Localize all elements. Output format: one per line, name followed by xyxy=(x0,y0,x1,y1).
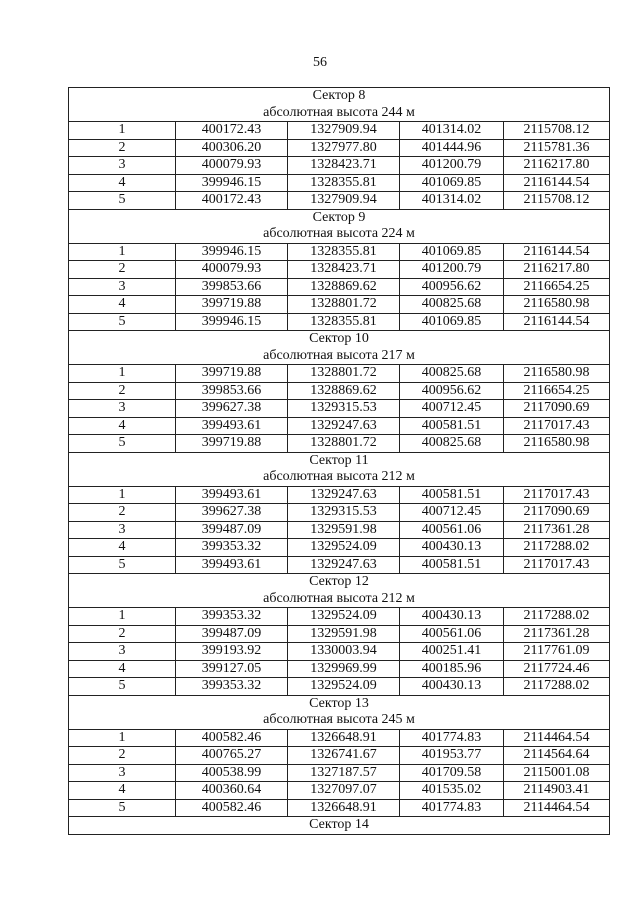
table-cell: 1328801.72 xyxy=(288,296,400,314)
table-row xyxy=(69,486,610,504)
table-cell: 399946.15 xyxy=(176,174,288,192)
table-cell: 401069.85 xyxy=(400,313,504,331)
table-cell: 2117761.09 xyxy=(504,643,610,661)
table-cell: 399487.09 xyxy=(176,625,288,643)
sector-height: абсолютная высота 224 м xyxy=(69,226,610,243)
table-cell: 1327097.07 xyxy=(288,782,400,800)
table-cell: 1328423.71 xyxy=(288,261,400,279)
table-cell: 1329591.98 xyxy=(288,521,400,539)
sector-title-row xyxy=(69,695,610,712)
table-cell: 399353.32 xyxy=(176,678,288,696)
table-cell: 1 xyxy=(69,365,176,383)
sector-title-row xyxy=(69,331,610,348)
table-cell: 400430.13 xyxy=(400,608,504,626)
table-cell: 1328355.81 xyxy=(288,174,400,192)
table-cell: 400360.64 xyxy=(176,782,288,800)
table-cell: 2117017.43 xyxy=(504,556,610,574)
table-cell: 4 xyxy=(69,539,176,557)
table-cell: 2115001.08 xyxy=(504,764,610,782)
table-cell: 2116144.54 xyxy=(504,313,610,331)
sector-title: Сектор 10 xyxy=(69,331,610,348)
table-row xyxy=(69,539,610,557)
table-cell: 2 xyxy=(69,139,176,157)
table-cell: 1 xyxy=(69,608,176,626)
sector-title-row xyxy=(69,574,610,591)
table-cell: 400581.51 xyxy=(400,486,504,504)
table-cell: 2116217.80 xyxy=(504,157,610,175)
sector-title-row xyxy=(69,88,610,105)
table-cell: 2116580.98 xyxy=(504,296,610,314)
table-cell: 2 xyxy=(69,747,176,765)
table-cell: 399719.88 xyxy=(176,296,288,314)
table-cell: 399853.66 xyxy=(176,382,288,400)
table-cell: 401774.83 xyxy=(400,729,504,747)
table-cell: 3 xyxy=(69,278,176,296)
table-cell: 1330003.94 xyxy=(288,643,400,661)
table-cell: 399493.61 xyxy=(176,486,288,504)
table-cell: 2117361.28 xyxy=(504,521,610,539)
table-cell: 400172.43 xyxy=(176,192,288,210)
table-cell: 399946.15 xyxy=(176,313,288,331)
table-cell: 1328869.62 xyxy=(288,278,400,296)
sector-height: абсолютная высота 244 м xyxy=(69,105,610,122)
table-row xyxy=(69,261,610,279)
sector-height-row xyxy=(69,226,610,243)
table-row xyxy=(69,365,610,383)
table-row xyxy=(69,313,610,331)
table-row xyxy=(69,556,610,574)
table-cell: 399193.92 xyxy=(176,643,288,661)
table-cell: 401314.02 xyxy=(400,122,504,140)
sector-title: Сектор 11 xyxy=(69,452,610,469)
table-cell: 400079.93 xyxy=(176,261,288,279)
sector-coordinates-table xyxy=(68,87,610,835)
table-cell: 400561.06 xyxy=(400,625,504,643)
table-cell: 1327187.57 xyxy=(288,764,400,782)
table-cell: 2117361.28 xyxy=(504,625,610,643)
table-cell: 1328801.72 xyxy=(288,435,400,453)
table-cell: 400430.13 xyxy=(400,678,504,696)
table-cell: 2116144.54 xyxy=(504,174,610,192)
table-cell: 1329315.53 xyxy=(288,504,400,522)
table-cell: 4 xyxy=(69,174,176,192)
table-cell: 401709.58 xyxy=(400,764,504,782)
table-cell: 3 xyxy=(69,157,176,175)
table-cell: 400582.46 xyxy=(176,799,288,817)
table-cell: 2116580.98 xyxy=(504,435,610,453)
table-cell: 1329524.09 xyxy=(288,608,400,626)
table-cell: 2117090.69 xyxy=(504,400,610,418)
sector-height-row xyxy=(69,469,610,486)
table-cell: 2117090.69 xyxy=(504,504,610,522)
table-cell: 1328355.81 xyxy=(288,313,400,331)
table-cell: 3 xyxy=(69,764,176,782)
table-cell: 399127.05 xyxy=(176,660,288,678)
table-row xyxy=(69,660,610,678)
table-cell: 399353.32 xyxy=(176,608,288,626)
table-cell: 400251.41 xyxy=(400,643,504,661)
table-cell: 2114464.54 xyxy=(504,729,610,747)
sector-height: абсолютная высота 212 м xyxy=(69,469,610,486)
sector-title: Сектор 9 xyxy=(69,209,610,226)
table-cell: 399627.38 xyxy=(176,400,288,418)
table-row xyxy=(69,504,610,522)
table-row xyxy=(69,521,610,539)
table-cell: 400765.27 xyxy=(176,747,288,765)
sector-title: Сектор 12 xyxy=(69,574,610,591)
table-cell: 5 xyxy=(69,799,176,817)
table-cell: 1327977.80 xyxy=(288,139,400,157)
table-cell: 400582.46 xyxy=(176,729,288,747)
table-cell: 401314.02 xyxy=(400,192,504,210)
table-cell: 1328869.62 xyxy=(288,382,400,400)
table-body xyxy=(69,88,610,835)
table-cell: 400825.68 xyxy=(400,296,504,314)
table-cell: 2116580.98 xyxy=(504,365,610,383)
table-cell: 2115781.36 xyxy=(504,139,610,157)
table-cell: 1 xyxy=(69,486,176,504)
sector-title: Сектор 13 xyxy=(69,695,610,712)
table-cell: 1328423.71 xyxy=(288,157,400,175)
sector-height: абсолютная высота 245 м xyxy=(69,712,610,729)
table-cell: 1329247.63 xyxy=(288,486,400,504)
table-cell: 1 xyxy=(69,122,176,140)
table-cell: 1329524.09 xyxy=(288,678,400,696)
table-cell: 2115708.12 xyxy=(504,122,610,140)
table-cell: 400825.68 xyxy=(400,435,504,453)
table-cell: 399719.88 xyxy=(176,435,288,453)
table-cell: 400956.62 xyxy=(400,382,504,400)
table-cell: 401200.79 xyxy=(400,261,504,279)
table-cell: 2117017.43 xyxy=(504,417,610,435)
table-row xyxy=(69,192,610,210)
sector-title: Сектор 8 xyxy=(69,88,610,105)
sector-height-row xyxy=(69,591,610,608)
table-row xyxy=(69,435,610,453)
table-row xyxy=(69,608,610,626)
table-cell: 2116217.80 xyxy=(504,261,610,279)
sector-height: абсолютная высота 217 м xyxy=(69,348,610,365)
table-row xyxy=(69,157,610,175)
table-row xyxy=(69,174,610,192)
table-row xyxy=(69,782,610,800)
table-cell: 400956.62 xyxy=(400,278,504,296)
table-cell: 1326741.67 xyxy=(288,747,400,765)
table-cell: 1329969.99 xyxy=(288,660,400,678)
table-cell: 2117288.02 xyxy=(504,608,610,626)
table-cell: 400581.51 xyxy=(400,556,504,574)
table-cell: 2114903.41 xyxy=(504,782,610,800)
table-cell: 399487.09 xyxy=(176,521,288,539)
table-cell: 1 xyxy=(69,729,176,747)
table-cell: 1327909.94 xyxy=(288,192,400,210)
table-cell: 2114564.64 xyxy=(504,747,610,765)
table-cell: 5 xyxy=(69,678,176,696)
table-cell: 1329247.63 xyxy=(288,556,400,574)
table-cell: 399493.61 xyxy=(176,556,288,574)
table-cell: 401774.83 xyxy=(400,799,504,817)
table-cell: 2117288.02 xyxy=(504,539,610,557)
table-cell: 2116654.25 xyxy=(504,382,610,400)
table-cell: 400561.06 xyxy=(400,521,504,539)
table-row xyxy=(69,643,610,661)
table-row xyxy=(69,296,610,314)
table-cell: 399493.61 xyxy=(176,417,288,435)
table-cell: 3 xyxy=(69,643,176,661)
table-cell: 2114464.54 xyxy=(504,799,610,817)
table-cell: 400538.99 xyxy=(176,764,288,782)
table-cell: 4 xyxy=(69,296,176,314)
table-cell: 1327909.94 xyxy=(288,122,400,140)
table-cell: 400172.43 xyxy=(176,122,288,140)
table-cell: 401069.85 xyxy=(400,174,504,192)
sector-height-row xyxy=(69,712,610,729)
table-row xyxy=(69,764,610,782)
table-cell: 1328355.81 xyxy=(288,243,400,261)
table-cell: 401535.02 xyxy=(400,782,504,800)
table-cell: 401444.96 xyxy=(400,139,504,157)
table-cell: 399853.66 xyxy=(176,278,288,296)
table-cell: 2117288.02 xyxy=(504,678,610,696)
table-cell: 399719.88 xyxy=(176,365,288,383)
table-cell: 400825.68 xyxy=(400,365,504,383)
table-cell: 1329591.98 xyxy=(288,625,400,643)
table-row xyxy=(69,278,610,296)
table-row xyxy=(69,747,610,765)
table-row xyxy=(69,139,610,157)
table-cell: 1328801.72 xyxy=(288,365,400,383)
table-cell: 5 xyxy=(69,192,176,210)
table-cell: 401200.79 xyxy=(400,157,504,175)
table-cell: 400581.51 xyxy=(400,417,504,435)
table-cell: 2 xyxy=(69,382,176,400)
table-cell: 400306.20 xyxy=(176,139,288,157)
table-row xyxy=(69,400,610,418)
table-row xyxy=(69,122,610,140)
table-cell: 400712.45 xyxy=(400,400,504,418)
table-row xyxy=(69,799,610,817)
table-cell: 1326648.91 xyxy=(288,799,400,817)
sector-height-row xyxy=(69,348,610,365)
table-cell: 1329315.53 xyxy=(288,400,400,418)
table-cell: 3 xyxy=(69,521,176,539)
table-cell: 5 xyxy=(69,556,176,574)
table-cell: 2 xyxy=(69,261,176,279)
table-cell: 2117724.46 xyxy=(504,660,610,678)
table-row xyxy=(69,678,610,696)
table-cell: 2116654.25 xyxy=(504,278,610,296)
table-cell: 2 xyxy=(69,504,176,522)
table-cell: 1329247.63 xyxy=(288,417,400,435)
page-number: 56 xyxy=(313,55,327,70)
table-cell: 399627.38 xyxy=(176,504,288,522)
table-cell: 3 xyxy=(69,400,176,418)
table-row xyxy=(69,382,610,400)
sector-title-row xyxy=(69,452,610,469)
table-cell: 5 xyxy=(69,435,176,453)
table-cell: 5 xyxy=(69,313,176,331)
table-cell: 2117017.43 xyxy=(504,486,610,504)
table-cell: 399353.32 xyxy=(176,539,288,557)
table-cell: 401069.85 xyxy=(400,243,504,261)
table-row xyxy=(69,243,610,261)
table-cell: 2116144.54 xyxy=(504,243,610,261)
table-cell: 4 xyxy=(69,660,176,678)
table-cell: 1329524.09 xyxy=(288,539,400,557)
sector-title-row xyxy=(69,209,610,226)
sector-title-row xyxy=(69,817,610,835)
sector-title: Сектор 14 xyxy=(69,817,610,835)
table-cell: 2 xyxy=(69,625,176,643)
table-cell: 400079.93 xyxy=(176,157,288,175)
table-cell: 1 xyxy=(69,243,176,261)
table-cell: 400185.96 xyxy=(400,660,504,678)
table-cell: 400430.13 xyxy=(400,539,504,557)
table-row xyxy=(69,729,610,747)
table-row xyxy=(69,417,610,435)
sector-height: абсолютная высота 212 м xyxy=(69,591,610,608)
table-cell: 1326648.91 xyxy=(288,729,400,747)
table-row xyxy=(69,625,610,643)
table-cell: 400712.45 xyxy=(400,504,504,522)
table-cell: 2115708.12 xyxy=(504,192,610,210)
table-cell: 399946.15 xyxy=(176,243,288,261)
sector-height-row xyxy=(69,105,610,122)
table-cell: 401953.77 xyxy=(400,747,504,765)
table-cell: 4 xyxy=(69,417,176,435)
table-cell: 4 xyxy=(69,782,176,800)
